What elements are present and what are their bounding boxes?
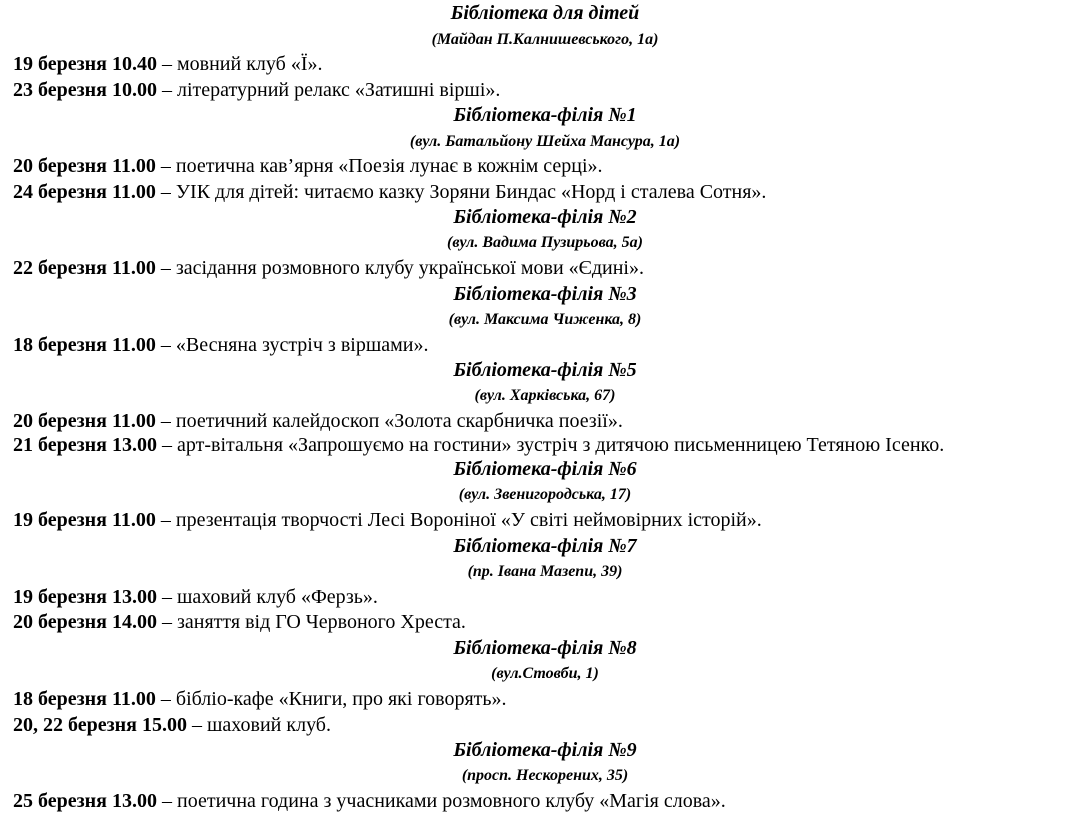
event-date: 18 березня 11.00 xyxy=(13,334,156,356)
event-date: 20 березня 14.00 xyxy=(13,611,157,633)
event-line xyxy=(0,687,1078,711)
section-address: (Майдан П.Калнишевського, 1а) xyxy=(431,31,659,48)
event-text: – шаховий клуб. xyxy=(187,714,331,736)
event-text: – поетична кав’ярня «Поезія лунає в кожнім серці». xyxy=(155,155,603,177)
section-title: Бібліотека-філія №9 xyxy=(453,739,637,761)
event-date: 20 березня 11.00 xyxy=(13,155,156,177)
event-date: 18 березня 11.00 xyxy=(13,688,156,710)
event-line xyxy=(0,585,1078,609)
section-address: (вул. Максима Чиженка, 8) xyxy=(448,311,642,328)
event-date: 19 березня 13.00 xyxy=(13,586,157,608)
event-date: 19 березня 10.40 xyxy=(13,53,157,75)
section-title: Бібліотека-філія №7 xyxy=(453,535,637,557)
event-text: – арт-вітальня «Запрошуємо на гостини» зустріч з дитячою письменницею Тетяною Ісенко. xyxy=(157,434,945,456)
event-date: 22 березня 11.00 xyxy=(13,257,156,279)
event-line xyxy=(0,333,1078,357)
event-line xyxy=(0,433,1078,457)
event-text: – поетичний калейдоскоп «Золота скарбничка поезії». xyxy=(155,410,623,432)
event-line xyxy=(0,789,1078,813)
section-title: Бібліотека-філія №1 xyxy=(453,104,637,126)
section-address: (пр. Івана Мазепи, 39) xyxy=(467,563,623,580)
event-line xyxy=(0,52,1078,76)
event-text: – засідання розмовного клубу української мови «Єдині». xyxy=(155,257,644,279)
event-line xyxy=(0,180,1078,204)
event-text: – поетична година з учасниками розмовного клубу «Магія слова». xyxy=(157,790,726,812)
event-line xyxy=(0,154,1078,178)
section-address: (вул. Звенигородська, 17) xyxy=(458,486,632,503)
section-title: Бібліотека для дітей xyxy=(450,2,640,24)
event-line xyxy=(0,409,1078,433)
event-text: – презентація творчості Лесі Вороніної «У світі неймовірних історій». xyxy=(155,509,762,531)
section-address: (вул. Батальйону Шейха Мансура, 1а) xyxy=(409,133,681,150)
section-title: Бібліотека-філія №8 xyxy=(453,637,637,659)
section-address: (просп. Нескорених, 35) xyxy=(461,767,629,784)
event-text: – бібліо-кафе «Книги, про які говорять». xyxy=(155,688,507,710)
event-text: – УІК для дітей: читаємо казку Зоряни Биндас «Норд і сталева Сотня». xyxy=(155,181,767,203)
event-date: 21 березня 13.00 xyxy=(13,434,157,456)
event-line xyxy=(0,713,1078,737)
section-address: (вул. Харківська, 67) xyxy=(474,387,616,404)
section-title: Бібліотека-філія №2 xyxy=(453,206,637,228)
section-title: Бібліотека-філія №6 xyxy=(453,458,637,480)
event-line xyxy=(0,610,1078,634)
event-line xyxy=(0,78,1078,102)
event-text: – заняття від ГО Червоного Хреста. xyxy=(157,611,466,633)
event-date: 24 березня 11.00 xyxy=(13,181,156,203)
section-title: Бібліотека-філія №5 xyxy=(453,359,637,381)
section-title: Бібліотека-філія №3 xyxy=(453,283,637,305)
event-text: – мовний клуб «Ї». xyxy=(157,53,323,75)
event-text: – літературний релакс «Затишні вірші». xyxy=(157,79,501,101)
event-date: 23 березня 10.00 xyxy=(13,79,157,101)
section-address: (вул. Вадима Пузирьова, 5а) xyxy=(447,234,643,251)
section-address: (вул.Стовби, 1) xyxy=(491,665,599,682)
event-line xyxy=(0,256,1078,280)
event-date: 25 березня 13.00 xyxy=(13,790,157,812)
event-date: 20, 22 березня 15.00 xyxy=(13,714,187,736)
event-date: 20 березня 11.00 xyxy=(13,410,156,432)
event-date: 19 березня 11.00 xyxy=(13,509,156,531)
event-line xyxy=(0,508,1078,532)
event-text: – шаховий клуб «Ферзь». xyxy=(157,586,378,608)
event-text: – «Весняна зустріч з віршами». xyxy=(155,334,429,356)
